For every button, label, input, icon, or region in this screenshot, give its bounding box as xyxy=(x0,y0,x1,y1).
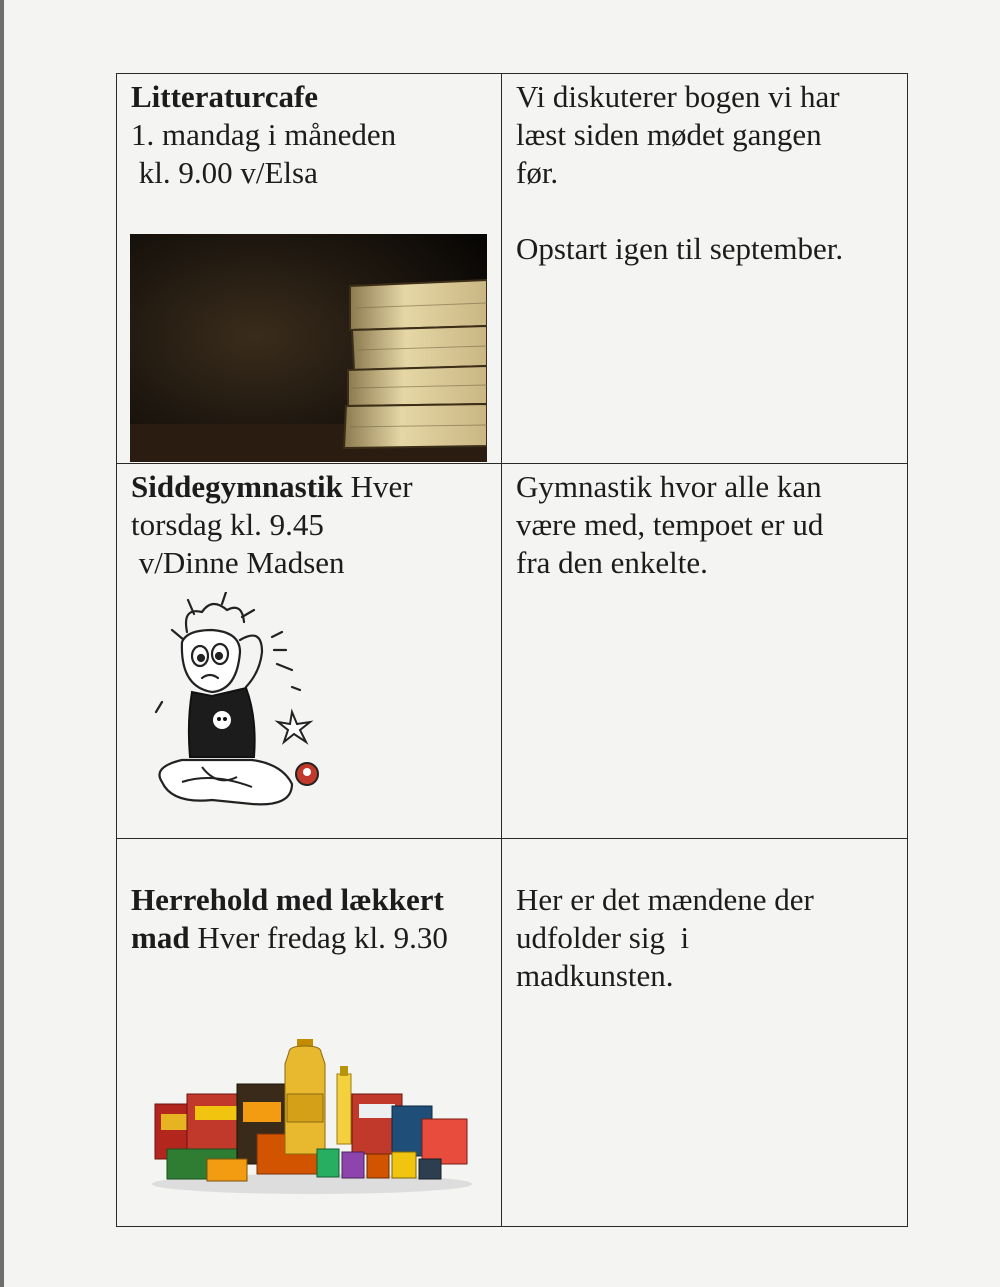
activity-leader-line: v/Dinne Madsen xyxy=(131,545,345,580)
activity-title-suffix: Hver xyxy=(342,469,413,504)
activity-schedule-line: torsdag kl. 9.45 xyxy=(131,507,324,542)
table-row xyxy=(117,464,908,839)
description-line: fra den enkelte. xyxy=(516,545,708,580)
activity-cell-siddegymnastik xyxy=(117,464,502,839)
table-row xyxy=(117,74,908,464)
stack-of-books-icon xyxy=(130,234,487,462)
description-line: udfolder sig i xyxy=(516,920,690,955)
activity-cell-herrehold xyxy=(117,839,502,1227)
activity-title-suffix: Hver fredag kl. 9.30 xyxy=(189,920,448,955)
description-line: Vi diskuterer bogen vi har xyxy=(516,79,840,114)
activity-title: Litteraturcafe xyxy=(131,79,319,114)
activity-schedule-line: 1. mandag i måneden xyxy=(131,117,397,152)
restart-note: Opstart igen til september. xyxy=(516,231,844,266)
activity-leader-line: kl. 9.00 v/Elsa xyxy=(131,155,318,190)
description-line: være med, tempoet er ud xyxy=(516,507,824,542)
activity-description-cell xyxy=(502,839,908,1227)
activity-description-cell xyxy=(502,74,908,464)
groceries-icon xyxy=(147,1034,477,1194)
activity-description-cell xyxy=(502,464,908,839)
description-line: før. xyxy=(516,155,559,190)
activity-schedule-table xyxy=(116,73,908,1227)
activity-cell-litteraturcafe xyxy=(117,74,502,464)
description-line: læst siden mødet gangen xyxy=(516,117,822,152)
description-line: madkunsten. xyxy=(516,958,674,993)
description-line: Her er det mændene der xyxy=(516,882,814,917)
activity-title-continued: mad xyxy=(131,920,190,955)
table-row xyxy=(117,839,908,1227)
exercising-person-icon xyxy=(142,592,342,827)
activity-title: Siddegymnastik xyxy=(131,469,343,504)
activity-title: Herrehold med lækkert xyxy=(131,882,444,917)
scan-edge xyxy=(0,0,4,1287)
description-line: Gymnastik hvor alle kan xyxy=(516,469,822,504)
